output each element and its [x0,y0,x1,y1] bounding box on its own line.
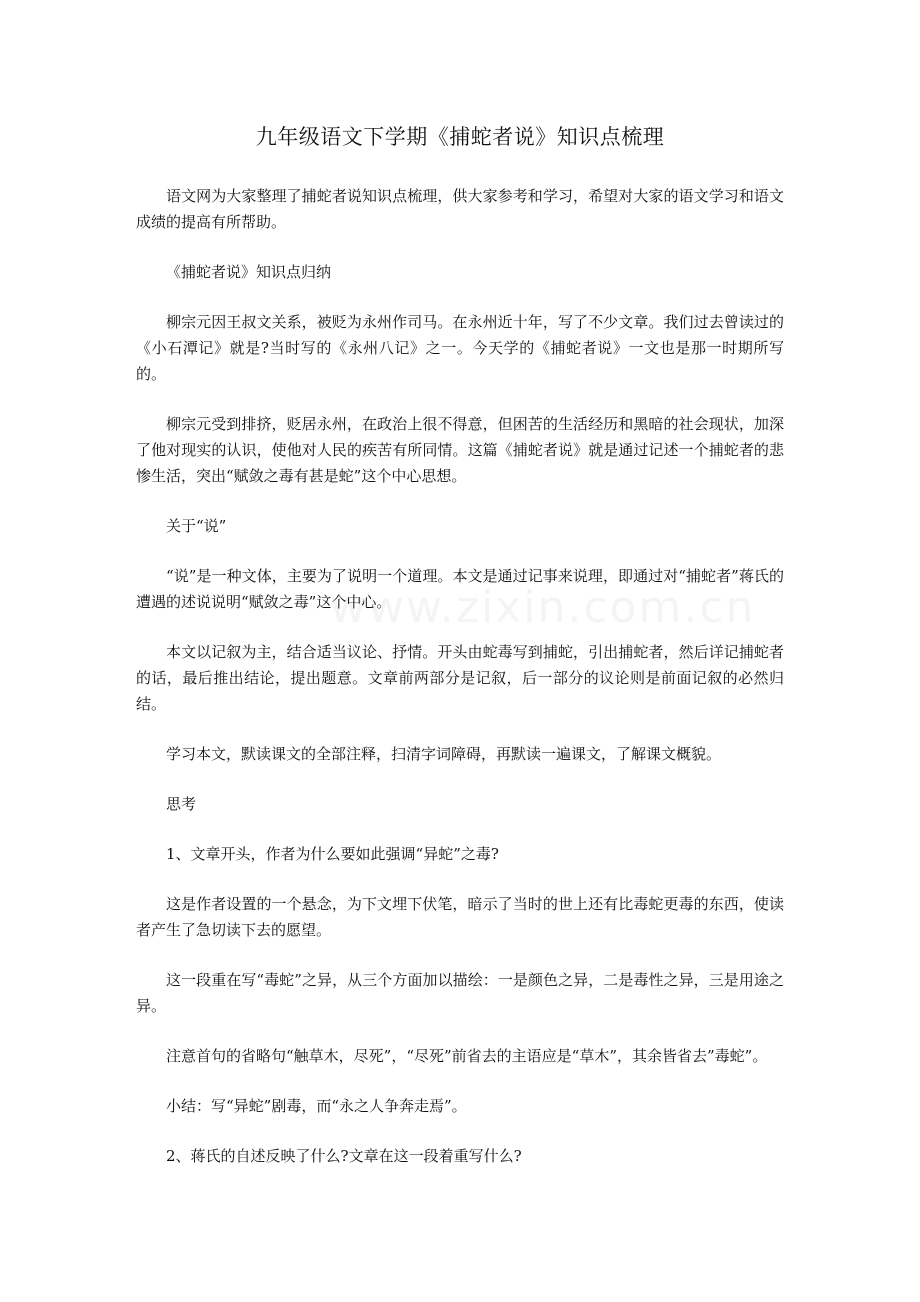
paragraph-snake-difference: 这一段重在写“毒蛇”之异，从三个方面加以描绘：一是颜色之异，二是毒性之异，三是用途之异。 [136,971,784,1015]
answer-1: 这是作者设置的一个悬念，为下文埋下伏笔，暗示了当时的世上还有比毒蛇更毒的东西，使读者产生了急切读下去的愿望。 [136,895,784,939]
question-2: 2、蒋氏的自述反映了什么?文章在这一段着重写什么? [166,1147,522,1165]
question-1: 1、文章开头，作者为什么要如此强调“异蛇”之毒? [166,845,499,863]
paragraph-author-exile: 柳宗元受到排挤，贬居永州，在政治上很不得意，但困苦的生活经历和黑暗的社会现状，加深了他对现实的认识，使他对人民的疾苦有所同情。这篇《捕蛇者说》就是通过记述一个捕蛇者的悲惨生活，突出“赋敛之毒有甚是蛇”这个中心思想。 [136,415,784,485]
paragraph-author-background: 柳宗元因王叔文关系，被贬为永州作司马。在永州近十年，写了不少文章。我们过去曾读过的《小石潭记》就是?当时写的《永州八记》之一。今天学的《捕蛇者说》一文也是那一时期所写的。 [136,313,784,383]
section-heading-summary: 《捕蛇者说》知识点归纳 [166,263,332,281]
paragraph-shuo-definition: “说”是一种文体，主要为了说明一个道理。本文是通过记事来说理，即通过对“捕蛇者”蒋氏的遭遇的述说说明“赋敛之毒”这个中心。 [136,567,784,611]
document-title: 九年级语文下学期《捕蛇者说》知识点梳理 [255,125,665,149]
paragraph-structure: 本文以记叙为主，结合适当议论、抒情。开头由蛇毒写到捕蛇，引出捕蛇者，然后详记捕蛇者的话，最后推出结论，提出题意。文章前两部分是记叙，后一部分的议论则是前面记叙的必然归结。 [136,643,784,713]
section-heading-thinking: 思考 [166,795,197,813]
paragraph-study-method: 学习本文，默读课文的全部注释，扫清字词障碍，再默读一遍课文，了解课文概貌。 [166,745,722,763]
paragraph-omission-note: 注意首句的省略句“触草木，尽死”，“尽死”前省去的主语应是“草木”，其余皆省去”毒蛇”。 [166,1047,768,1065]
paragraph-summary: 小结：写“异蛇”剧毒，而“永之人争奔走焉”。 [166,1097,467,1115]
section-heading-shuo: 关于“说” [166,517,227,535]
document-body [136,183,784,1193]
paragraph-intro: 语文网为大家整理了捕蛇者说知识点梳理，供大家参考和学习，希望对大家的语文学习和语文成绩的提高有所帮助。 [136,187,784,231]
